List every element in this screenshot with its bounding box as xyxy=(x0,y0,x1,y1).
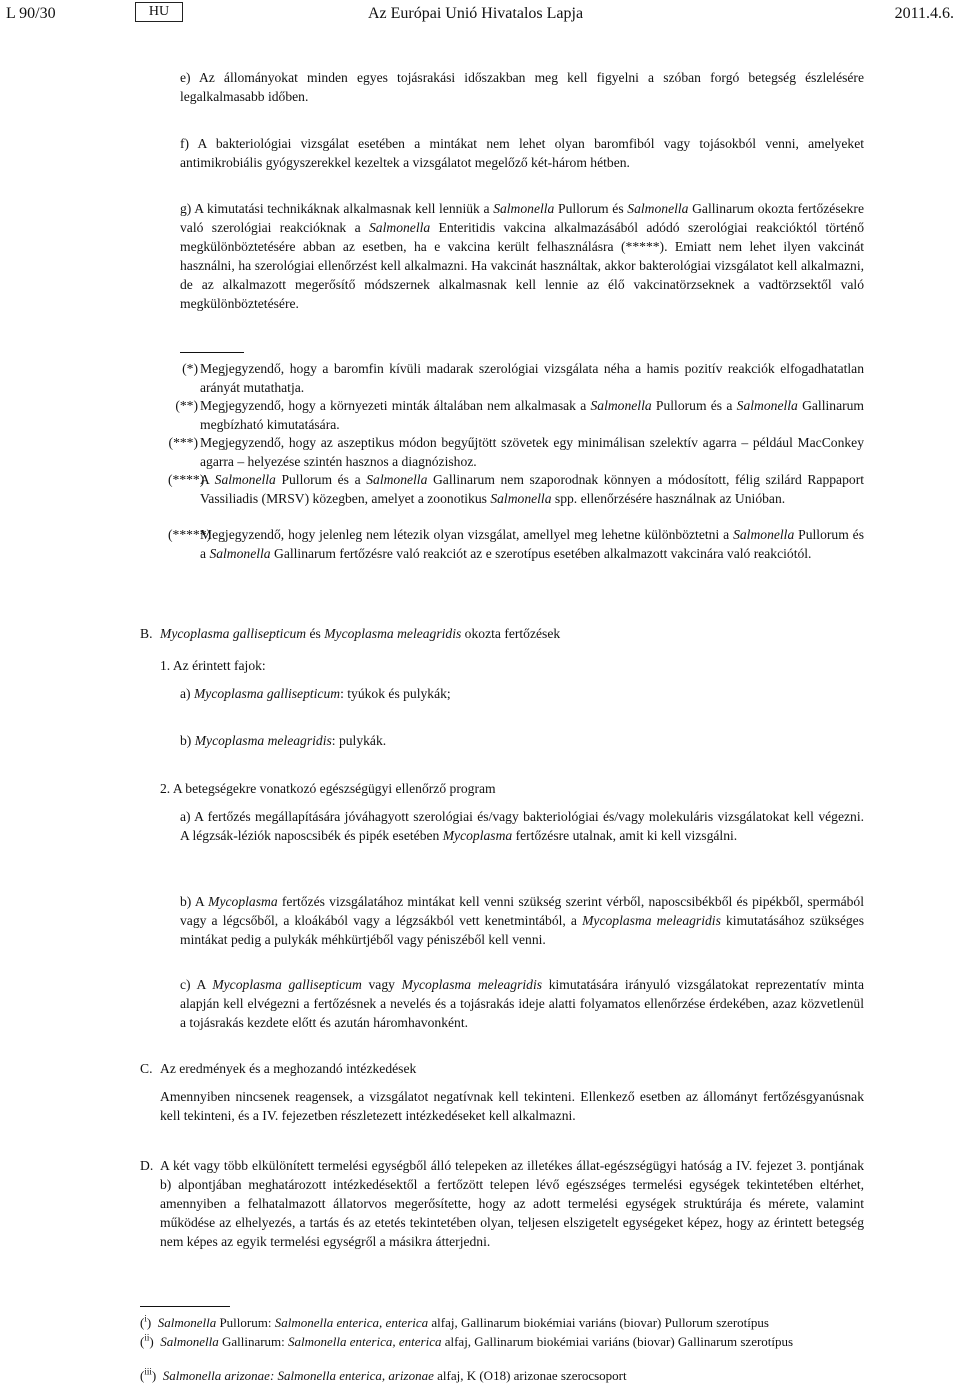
section-b-title: Mycoplasma gallisepticum és Mycoplasma meleagridis okozta fertőzések xyxy=(160,626,561,641)
footnote-2: (**) Megjegyzendő, hogy a környezeti minták általában nem alkalmasak a Salmonella Pullorum és a Salmonella Gallinarum megbízható kimutatására. xyxy=(175,398,864,432)
footnote-rule xyxy=(180,352,244,353)
section-b-item-2: 2. A betegségekre vonatkozó egészségügyi ellenőrző program xyxy=(160,781,496,796)
section-d-label: D. xyxy=(140,1158,154,1173)
section-d-text: A két vagy több elkülönített termelési egységből álló telepeken az illetékes állat-egészségügyi hatóság a IV. fejezet 3. pontjának b) alpontjában meghatározott intézkedésektől a fertőzött telepen lévő egészséges termelési egységek tekintetében eltérhet, amennyiben a felhatalmazott állatorvos megerősítette, hogy az adott termelési egységek struktúrája és mérete, valamint működése az elhelyezés, a tartás és az etetés tekintetében olyan, teljesen elszigetelt egységeket képez, hogy az érintett betegség nem képes az egyik termelési egységről a másikra átterjedni. xyxy=(160,1158,864,1249)
page-number: L 90/30 xyxy=(6,5,56,22)
paragraph-f: f) A bakteriológiai vizsgálat esetében a mintákat nem lehet olyan baromfiból vagy tojásokból venni, amelyeket antimikrobiális gyógyszerekkel kezeltek a vizsgálatot megelőző két-három hétben. xyxy=(180,136,864,170)
section-b-2c: c) A Mycoplasma gallisepticum vagy Mycoplasma meleagridis kimutatására irányuló vizsgálatokat reprezentatív minta alapján kell elvégezni a fertőzésnek a nevelés és a tojásrakás ideje alatti folyamatos ellenőrzése érdekében, azaz közvetlenül a tojásrakás kezdete előtt és azután háromhavonként. xyxy=(180,977,864,1030)
bottom-note-1: ($^i$) Salmonella Pullorum: Salmonella enterica, enterica alfaj, Gallinarum biokémiai variáns (biovar) Pullorum szerotípus xyxy=(140,1313,769,1330)
language-badge: HU xyxy=(135,2,183,22)
section-b-item-1b: b) Mycoplasma meleagridis: pulykák. xyxy=(180,733,387,748)
page-header xyxy=(0,0,960,30)
paragraph-e: e) Az állományokat minden egyes tojásrakási időszakban meg kell figyelni a szóban forgó betegség észlelésére legalkalmasabb időben. xyxy=(180,70,864,104)
section-c-text: Amennyiben nincsenek reagensek, a vizsgálatot negatívnak kell tekinteni. Ellenkező esetben az állományt fertőzésgyanúsnak kell tekinteni, és a IV. fejezetben részletezett intézkedéseket kell alkalmazni. xyxy=(160,1089,864,1123)
bottom-note-3: ($^{iii}$) Salmonella arizonae: Salmonella enterica, arizonae alfaj, K (O18) arizonae szerocsoport xyxy=(140,1366,627,1383)
publication-date: 2011.4.6. xyxy=(894,5,954,22)
bottom-footnote-rule xyxy=(140,1306,230,1307)
bottom-note-2: ($^{ii}$) Salmonella Gallinarum: Salmonella enterica, enterica alfaj, Gallinarum biokémiai variáns (biovar) Gallinarum szerotípus xyxy=(140,1332,794,1349)
footnote-4: (****) A Salmonella Pullorum és a Salmonella Gallinarum nem szaporodnak könnyen a módosított, félig szilárd Rappaport Vassiliadis (MRSV) közegben, amelyet a zoonotikus Salmonella spp. ellenőrzésére használnak az Unióban. xyxy=(168,472,864,506)
journal-title: Az Európai Unió Hivatalos Lapja xyxy=(368,5,584,22)
section-b-label: B. xyxy=(140,626,153,641)
section-b-2b: b) A Mycoplasma fertőzés vizsgálatához mintákat kell venni szükség szerint vérből, naposcsibékből és pipékből, spermából vagy a légcsőből, a kloákából vagy a légzsákból vett kenetmintából, a Mycoplasma meleagridis kimutatásához szükséges mintákat pedig a pulykák méhkürtjéből vagy péniszéből kell venni. xyxy=(180,894,864,947)
section-c-label: C. xyxy=(140,1061,153,1076)
section-b-2a: a) A fertőzés megállapítására jóváhagyott szerológiai és/vagy bakteriológiai és/vagy molekuláris vizsgálatokat kell végezni. A légzsák-léziók naposcsibék és pipék esetében Mycoplasma fertőzésre utalnak, amit ki kell vizsgálni. xyxy=(180,809,864,843)
section-b-item-1a: a) Mycoplasma gallisepticum: tyúkok és pulykák; xyxy=(180,686,451,701)
footnote-3: (***) Megjegyzendő, hogy az aszeptikus módon begyűjtött szövetek egy minimálisan szelektív agarra – például MacConkey agarra – helyezése szintén hasznos a diagnózishoz. xyxy=(168,435,864,469)
section-b-item-1: 1. Az érintett fajok: xyxy=(160,658,266,673)
footnote-5: (*****) Megjegyzendő, hogy jelenleg nem létezik olyan vizsgálat, amellyel meg lehetne különböztetni a Salmonella Pullorum és a Salmonella Gallinarum fertőzésre való reakciót az e szerotípus esetében alkalmazott vakcinára való reakciótól. xyxy=(168,527,864,561)
section-c-title: Az eredmények és a meghozandó intézkedések xyxy=(160,1061,417,1076)
paragraph-g: g) A kimutatási technikáknak alkalmasnak kell lenniük a Salmonella Pullorum és Salmonella Gallinarum okozta fertőzésekre való szerológiai reakcióknak a Salmonella Enteritidis vakcina alkalmazásából adódó szerológiai reakcióktól történő megkülönböztetésére abban az esetben, ha e vakcina került felhasználásra (*****). Emiatt nem lehet ilyen vakcinát használni, ha szerológiai ellenőrzést kell alkalmazni. Ha vakcinát használtak, akkor bakterológiai vizsgálatot kell alkalmazni, de az alkalmazott megerősítő módszernek alkalmasnak kell lennie az élő vakcinatörzseknek a vadtörzsektől való megkülönböztetésére. xyxy=(180,201,864,311)
footnote-1: (*) Megjegyzendő, hogy a baromfin kívüli madarak szerológiai vizsgálata néha a hamis pozitív reakciók elfogadhatatlan arányát mutathatja. xyxy=(182,361,864,395)
